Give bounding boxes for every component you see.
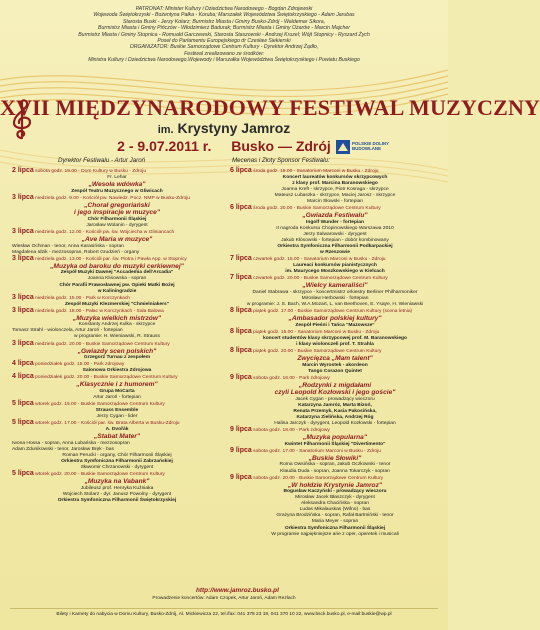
performer-line: Ingolf Wunder - fortepian (305, 219, 365, 225)
performer-line: Mirosław Jacek Błaszczyk - dyrygent (295, 495, 375, 501)
event-date-line (230, 375, 440, 382)
event-date: 3 lipca (12, 254, 34, 262)
concert-title: „Wesoła wdówka" (88, 181, 146, 189)
event-date: 2 lipca (12, 167, 34, 174)
sponsor-logo-icon (336, 140, 350, 154)
event-venue: sobota godz. 17.00 - Sanatorium Marconi w Busku - Zdroju (253, 448, 381, 454)
event-date-line (12, 168, 222, 175)
event-date-line (12, 374, 222, 381)
performer-line: Strauss Ensemble (95, 408, 139, 414)
performer-line: Bogusław Kaczyński - prowadzący wieczoru (283, 489, 387, 495)
sponsor-label: Mecenas i Złoty Sponsor Festiwalu: (232, 157, 330, 164)
concert-title: „Ambasador polskiej kultury" (288, 315, 382, 323)
event-date: 3 lipca (12, 339, 34, 347)
event-venue: czwartek godz. 15.00 - Sanatorium Marconi w Busku - Zdroju (253, 257, 386, 263)
patron-name: Krystyny Jamroz (177, 120, 291, 136)
performer-line: Roma Owsińska - sopran, Jakub Oczkowski - tenor (279, 462, 391, 468)
performer-line: Laureaci konkursów pianistycznych (293, 263, 377, 269)
performer-line: Jubileusz prof. Henryka Kuźniaka (80, 485, 154, 491)
concert-title: „Muzyka od baroku do muzyki cerkiewnej" (50, 262, 184, 270)
performer-line: Chór Filharmonii Śląskiej (87, 216, 147, 222)
event-venue: niedziela godz. 15.00 - Park w Korczynkach (35, 295, 131, 301)
concert-title: „Wielcy kameraliści" (302, 282, 368, 290)
performer-line: Kwintet Filharmonii Śląskiej "Divertimento" (284, 441, 386, 447)
event-date-line (230, 275, 440, 282)
header-line: PATRONAT: Minister Kultury i Dziedzictwa Narodowego - Bogdan Zdrojewski (135, 6, 313, 12)
performer-line: Jakub Kłósowski - fortepian - dobór kombinowany (281, 238, 389, 244)
festival-date-range: 2 - 9.07.2011 r. (117, 138, 212, 154)
event-venue: środa godz. 20.00 - Buskie Samorządowe Centrum Kultury (253, 206, 381, 212)
event-date-line (12, 229, 222, 236)
performer-line: Iwona Hossa - sopran, Anna Lubańska - mezzosopran (12, 440, 130, 446)
performer-line: Wojciech Stolarz - dyr. Janusz Powolny - dyrygent (62, 491, 172, 497)
event-venue: środa godz. 15.00 - Sanatorium Marconi w Busku - Zdroju (253, 169, 379, 174)
event-date-line (230, 427, 440, 434)
patronage-header (40, 6, 408, 64)
performer-line: Mirosław Herbowski - fortepian (301, 296, 369, 302)
festival-patron (0, 120, 448, 138)
event-date: 7 lipca (230, 274, 252, 282)
performer-line: Aleksandra Chacińska - sopran (301, 501, 369, 507)
performer-line: Magdalena Idzik - mezzosopran, Robert Grudzień - organy (12, 249, 140, 255)
event-date: 8 lipca (230, 327, 252, 335)
performer-line: Zespół Teatru Muzycznego w Gliwicach (71, 188, 163, 194)
festival-title: XVII MIĘDZYNARODOWY FESTIWAL MUZYCZNY (0, 95, 540, 120)
concert-title: „Muzyka na Vabank" (84, 478, 150, 486)
program-right-column (230, 168, 440, 538)
event-venue: wtorek godz. 15.00 - Buskie Samorządowe Centrum Kultury (35, 402, 165, 408)
concert-title: „Gwiazda Festiwalu" (302, 212, 368, 220)
header-line: Festiwal zrealizowano ze środków: (184, 50, 264, 57)
performer-line: Orkiestra Symfoniczna Filharmonii Podkarpackiej (277, 244, 393, 250)
performer-line: w programie: J. S. Bach, W.A.Mozart, L. van Beethoven, E. Ysaÿe, H. Wieniawski (246, 302, 424, 308)
performer-line: Orkiestra Symfoniczna Filharmonii Zabrzańskiej (61, 458, 173, 464)
event-date-line (230, 329, 440, 336)
event-date-line (230, 475, 440, 482)
concert-title: „Muzyka popularna" (303, 434, 367, 442)
event-date: 3 lipca (12, 293, 34, 301)
performer-line: Grupa MoCarta (99, 388, 135, 394)
event-date-line (230, 308, 440, 315)
event-date: 5 lipca (12, 470, 34, 478)
concert-title: „Chorał gregoriański (84, 201, 150, 209)
performer-line: Fr. Lehar (107, 175, 127, 181)
event-date: 4 lipca (12, 373, 34, 381)
event-venue: niedziela godz. 9.00 - Kościół pw. Nawiedz. Pocz. NMP w Busku-Zdroju (35, 195, 191, 201)
event-venue: wtorek godz. 20.00 - Buskie Samorządowe Centrum Kultury (35, 472, 165, 478)
event-date: 3 lipca (12, 228, 34, 236)
event-venue: niedziela godz. 12.00 - Kościół pw. św. Wojciecha w Gliniancach (35, 230, 175, 236)
event-venue: czwartek godz. 20.00 - Buskie Samorządowe Centrum Kultury (253, 276, 388, 282)
concert-title: czyli Leopold Kozłowski i jego goście" (274, 389, 396, 397)
performer-line: Jerzy Salwarowski - dyrygent (303, 232, 367, 238)
performer-line: w Kaliningradzie (97, 288, 137, 294)
performer-line: Ludas Mikalauskas (Wilno) - bas (299, 507, 371, 513)
event-date: 9 lipca (230, 426, 252, 434)
performer-line: Marcin Wyrostek - akordeon (302, 362, 368, 368)
event-venue: niedziela godz. 18.00 - Pałac w Korczynkach - Sala Balowa (35, 308, 164, 314)
performer-line: Chór Parafii Prawosławnej pw. Opieki Matki Bożej (59, 282, 175, 288)
concert-title: „Stabat Mater" (94, 433, 140, 441)
performer-line: Tango Corazon Quintet (308, 368, 362, 374)
event-date-line (12, 195, 222, 202)
performer-line: Sławomir Chrzanowski - dyrygent (80, 465, 154, 471)
performer-line: II nagroda Konkursu Chopinowskiego Warszawa 2010 (276, 225, 394, 231)
hosts-note: Prowadzenie koncertów: Adam Czopek, Artur Jaroń, Adam Rezlach (152, 596, 296, 601)
event-date-line (230, 448, 440, 455)
performer-line: Konstanty Andrzej Kulka - skrzypce (78, 322, 156, 328)
event-date-line (12, 401, 222, 408)
event-date-line (12, 295, 222, 302)
event-date: 9 lipca (230, 446, 252, 454)
performer-line: Zespół Pieśni i Tańca "Mazowsze" (295, 322, 375, 328)
performer-line: Zespół Muzyki Dawnej "Accademia dell'Arcadia" (60, 270, 174, 276)
performer-line: Artur Jaroń - fortepian (93, 394, 141, 400)
performer-line: w programie: H. Wieniawski, R. Strauss (74, 334, 160, 340)
performer-line: Jerzy Cygan - lider (96, 414, 138, 420)
event-date: 5 lipca (12, 400, 34, 408)
festival-director: Dyrektor Festiwalu - Artur Jaroń (58, 157, 146, 164)
event-venue: sobota godz. 19.00 - Dom Kultury w Busku - Zdroju (35, 169, 147, 174)
performer-line: w Rzeszowie (320, 250, 350, 256)
performer-line: Orkiestra Symfoniczna Filharmonii Śląskiej (284, 525, 386, 531)
event-date-line (230, 205, 440, 212)
performer-line: Mateusz Lubaszka - skrzypce, Maciej Jarosz - skrzypce (274, 193, 396, 199)
event-venue: piątek godz. 15.00 - Sanatorium Marconi w Busku - Zdroju (253, 329, 380, 335)
program-left-column (12, 168, 222, 504)
performer-line: Orkiestra Symfoniczna Filharmonii Świętokrzyskiej (57, 497, 177, 503)
header-line: Ministra Kultury i Dziedzictwa Narodowego,Wojewody i Marszałka Województwa Świętokrzyskiego i Powiatu Buskiego (88, 57, 360, 64)
event-date-line (230, 348, 440, 355)
header-line: Wojewoda Świętokrzyski - Bożentyna Pałka - Koruba; Marszałek Województwa Świętokrzyskiego - Adam Jarubas (93, 12, 355, 19)
concert-title: „Ave Maria w muzyce" (81, 236, 153, 244)
event-date-line (12, 341, 222, 348)
event-venue: poniedziałek godz. 15.00 - Park zdrojowy (35, 362, 125, 368)
event-date-line (12, 308, 222, 315)
performer-line: Joanna Kreft - skrzypce, Piotr Kosraga - skrzypce (281, 187, 389, 193)
performer-line: Jacek Cygan - prowadzący wieczoru (295, 396, 375, 402)
concert-title: „Rodzynki z migdałami (298, 381, 372, 389)
event-date-line (12, 256, 222, 263)
performer-line: Roman Perucki - organy, Chór Filharmonii Śląskiej (62, 452, 172, 458)
concert-title: „W hołdzie Krystynie Jamroz" (288, 481, 382, 489)
event-venue: sobota godz. 18.00 - Park zdrojowy (253, 428, 330, 434)
event-date: 8 lipca (230, 346, 252, 354)
event-venue: niedziela godz. 20.00 - Buskie Samorządowe Centrum Kultury (35, 341, 170, 347)
festival-city: Busko — Zdrój (231, 138, 331, 154)
event-date: 8 lipca (230, 307, 252, 315)
concert-title: „Buskie Słowiki" (308, 454, 362, 462)
performer-line: Klaudia Duda - sopran, Joanna Tokarczyk - sopran (280, 468, 390, 474)
performer-line: A. Dvořák (105, 427, 129, 433)
event-venue: sobota godz. 16.00 - Park zdrojowy (253, 375, 330, 381)
concert-title: „Klasycznie i z humorem" (76, 381, 158, 389)
performer-line: Koncert laureatów konkursów skrzypcowych (282, 175, 388, 181)
event-date: 4 lipca (12, 360, 34, 368)
event-date: 6 lipca (230, 167, 252, 174)
performer-line: z klasy prof. Marcina Baranowskiego (292, 181, 378, 187)
header-line: Burmistrz Miasta i Gminy Pińczów - Włodzimierz Badurak; Burmistrz Miasta i Gminy Ożarów - Marcin Majcher (98, 25, 350, 32)
event-date: 5 lipca (12, 419, 34, 427)
event-venue: wtorek godz. 17.00 - Kościół par. św. Brata Alberta w Busku-Zdroju (35, 421, 180, 427)
performer-line: Maria Meyer - sopran (311, 519, 359, 525)
performer-line: i klasy wiolonczeli prof. T. Strahla (296, 341, 374, 347)
performer-line: Renata Przemyk, Kasia Pakosińska, (293, 409, 377, 415)
event-date: 6 lipca (230, 204, 252, 212)
event-date-line (12, 471, 222, 478)
event-date: 7 lipca (230, 255, 252, 263)
performer-line: Daniel Stabrawa - skrzypce - koncertmistrz orkiestry Berliner Philharmoniker (252, 289, 418, 295)
performer-line: koncert studentów klasy skrzypcowej prof. M. Baranowskiego (262, 335, 408, 341)
performer-line: Katarzyna Jamróz, Marta Bizoń, (298, 402, 372, 408)
sponsor-logo-text: POLSKIE DOLINY BUDOWLANE (352, 141, 390, 152)
patron-prefix: im. (157, 124, 174, 136)
performer-line: Zespół Muzyki Klezmerskiej "Chmielniakers" (64, 301, 170, 307)
performer-line: Grażyna Brodzińska - sopran, Rafał Bartmiński - tenor (276, 513, 394, 519)
performer-line: Adam Zdunikowski - tenor, Jarosław Bręk - bas (12, 446, 114, 452)
concert-title: „Gwiazdy scen polskich" (77, 347, 157, 355)
event-venue: poniedziałek godz. 20.00 - Buskie Samorządowe Centrum Kultury (35, 375, 178, 381)
header-line: ORGANIZATOR: Buskie Samorządowe Centrum Kultury - Dyrektor Andrzej Żądło, (129, 44, 319, 51)
event-date: 3 lipca (12, 193, 34, 201)
performer-line: Joanna Klisowska - sopran (87, 276, 147, 282)
header-line: Starosta Buski - Jerzy Kolarz; Burmistrz Miasta i Gminy Busko-Zdrój - Waldemar Sikora, (122, 18, 326, 25)
performer-line: Halina Jarczyk - dyrygent, Leopold Kozłowski - fortepian (274, 421, 396, 427)
concert-title: „Muzyka wielkich mistrzów" (72, 314, 162, 322)
event-venue: piątek godz. 20.00 - Buskie Samorządowe Centrum Kultury (253, 348, 382, 354)
event-venue: niedziela godz. 13.00 - Kościół par. św. Piotra i Pawła App. w Stopnicy (35, 256, 187, 262)
concert-title: i jego inspiracje w muzyce" (74, 209, 160, 217)
event-venue: piątek godz. 17.00 - Buskie Samorządowe Centrum Kultury (scena letnia) (253, 309, 413, 315)
performer-line: Marcin Słowski - fortepian (307, 199, 363, 205)
performer-line: Jarosław Wolanin - dyrygent (86, 223, 148, 229)
performer-line: Katarzyna Zielińska, Andrzej Róg (296, 415, 374, 421)
header-line: Burmistrz Miasta i Gminy Stopnica - Romuald Garczewski, Starosta Staszowski - Andrzej Kruzel; Wójt Stopnicy - Ryszard Żych (78, 31, 370, 38)
sponsor-logo (336, 140, 394, 154)
event-date: 3 lipca (12, 306, 34, 314)
header-line: Poseł do Parlamentu Europejskiego dr Czesław Siekierski (157, 38, 291, 45)
event-date-line (230, 168, 440, 175)
ticket-info-footer: Bilety i Karnety do nabycia w Domu Kultury, Busko-Zdrój, Al. Mickiewicza 22, tel./fax: 041 378 23 19, 041 370 10 22, www.bsck.busko.pl, e-mail:buskie@wp.pl (10, 608, 438, 617)
performer-line: Grzegorz Turnau z zespołem (83, 355, 151, 361)
performer-line: Tomasz Strahl - wiolonczela, Artur Jaroń - fortepian (12, 328, 123, 334)
performer-line: im. Maurycego Moszkowskiego w Kielcach (285, 269, 385, 275)
event-date: 9 lipca (230, 473, 252, 481)
performer-line: Wiesław Ochman - tenor, Anna Karasińska - sopran (12, 243, 124, 249)
website-link[interactable]: http://www.jamroz.busko.pl (196, 587, 279, 594)
performer-line: W programie najpiękniejsze arie z oper, operetek i musicali (271, 531, 399, 537)
event-venue: sobota godz. 20.00 - Buskie Samorządowe Centrum Kultury (253, 475, 384, 481)
concert-title: Zwycięzca „Mam talent" (297, 355, 373, 362)
event-date: 9 lipca (230, 373, 252, 381)
performer-line: Salonowa Orkiestra Zdrojowa (82, 368, 152, 374)
